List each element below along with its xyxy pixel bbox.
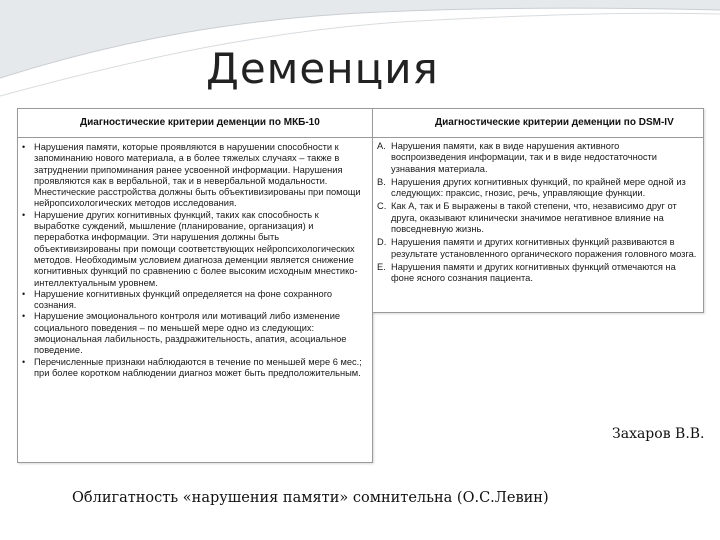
dsm4-header: Диагностические критерии деменции по DSM-IV — [373, 109, 703, 138]
dsm4-item — [377, 261, 697, 285]
icd10-item: • Нарушение других когнитивных функций, таких как способность к выработке суждений, мышление (планирование, организация) и переработка информации. Эти нарушения должны быть объективизированы при помощи соответствующих нейропсихологических методов. Необходимым условием диагноза деменции является снижение когнитивных функций по сравнению с более высоким исходным мнестико-интеллектуальным уровнем. — [34, 210, 366, 289]
dsm4-item-marker: E. — [377, 261, 386, 272]
dsm4-item-marker: A. — [377, 141, 386, 151]
dsm4-item — [377, 237, 697, 260]
dsm4-item — [377, 201, 697, 235]
icd10-item: • Нарушение когнитивных функций определяется на фоне сохранного сознания. — [34, 289, 366, 312]
dsm4-item-marker: B. — [377, 176, 386, 187]
icd10-list — [18, 138, 372, 379]
slide-title: Деменция — [206, 44, 439, 93]
dsm4-item-text: Нарушения памяти и других когнитивных функций развиваются в результате установленного органического поражения головного мозга. — [391, 237, 697, 259]
author-credit: Захаров В.В. — [612, 426, 705, 442]
dsm4-item-marker: C. — [377, 201, 387, 212]
dsm4-item-marker: D. — [377, 237, 387, 248]
dsm4-list — [373, 138, 703, 285]
dsm4-item-text: Нарушения других когнитивных функций, по крайней мере одной из следующих: праксис, гнозис, речь, управляющие функции. — [391, 176, 686, 199]
footnote: Облигатность «нарушения памяти» сомнительна (О.С.Левин) — [72, 490, 549, 506]
dsm4-item-text: Нарушения памяти, как в виде нарушения активного воспроизведения информации, так и в виде недостаточности узнавания материала. — [391, 141, 657, 174]
dsm4-item — [377, 176, 697, 200]
dsm4-criteria-table — [372, 108, 704, 313]
icd10-header: Диагностические критерии деменции по МКБ-10 — [18, 109, 372, 138]
dsm4-item-text: Как А, так и Б выражены в такой степени, что, независимо друг от друга, оказывают клинически значимое негативное влияние на повседневную жизнь. — [391, 201, 677, 235]
icd10-item: • Нарушения памяти, которые проявляются в нарушении способности к запоминанию нового материала, а в более тяжелых случаях – также в затруднении припоминания ранее усвоенной информации. Нарушения проявляются как в вербальной, так и в невербальной модальности. Мнестические расстройства должны быть объективизированы при помощи нейропсихологических методов исследования. — [34, 142, 366, 210]
dsm4-item — [377, 141, 697, 175]
dsm4-item-text: Нарушения памяти и других когнитивных функций отмечаются на фоне ясного сознания пациента. — [391, 261, 676, 284]
icd10-criteria-table — [17, 108, 373, 463]
icd10-item: • Перечисленные признаки наблюдаются в течение по меньшей мере 6 мес.; при более коротком наблюдении диагноз может быть предположительным. — [34, 357, 366, 380]
icd10-item: • Нарушение эмоционального контроля или мотиваций либо изменение социального поведения – по меньшей мере одно из следующих: эмоциональная лабильность, раздражительность, апатия, асоциальное поведение. — [34, 311, 366, 356]
